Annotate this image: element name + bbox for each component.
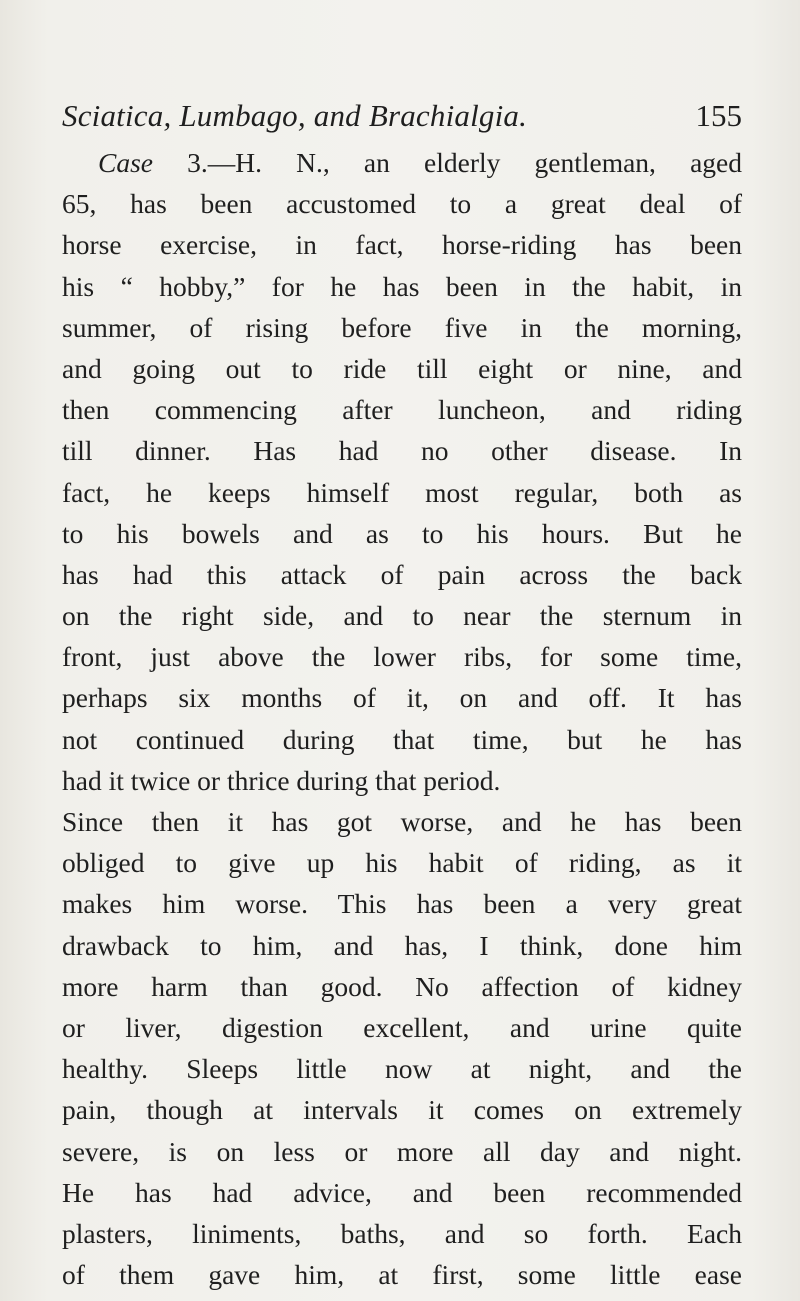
text-line: drawback to him, and has, I think, done him xyxy=(62,929,742,961)
text-line: obliged to give up his habit of riding, as it xyxy=(62,847,742,879)
text-line: severe, is on less or more all day and night. xyxy=(62,1135,742,1167)
text-line: plasters, liniments, baths, and so forth. Each xyxy=(62,1217,742,1249)
text-line: more harm than good. No affection of kidney xyxy=(62,970,742,1002)
page-number: 155 xyxy=(695,98,742,133)
text-line: or liver, digestion excellent, and urine quite xyxy=(62,1011,742,1043)
running-header xyxy=(62,96,742,136)
text-line: has had this attack of pain across the back xyxy=(62,558,742,590)
text-line: Since then it has got worse, and he has been xyxy=(62,806,742,837)
text-line: of them gave him, at first, some little ease xyxy=(62,1259,742,1291)
text-line: front, just above the lower ribs, for some time, xyxy=(62,641,742,673)
text-line: not continued during that time, but he has xyxy=(62,723,742,755)
text-line: 65, has been accustomed to a great deal of xyxy=(62,188,742,220)
text-line: and going out to ride till eight or nine, and xyxy=(62,352,742,384)
text-line: horse exercise, in fact, horse-riding has been xyxy=(62,229,742,261)
text-line: perhaps six months of it, on and off. It has xyxy=(62,682,742,714)
running-title: Sciatica, Lumbago, and Brachialgia. xyxy=(62,98,528,133)
text-line: then commencing after luncheon, and riding xyxy=(62,394,742,426)
text-line: summer, of rising before five in the morning, xyxy=(62,311,742,343)
text-line: to his bowels and as to his hours. But he xyxy=(62,517,742,549)
text-line: his “ hobby,” for he has been in the habit, in xyxy=(62,270,742,302)
text-line-content: 3.—H. N., an elderly gentleman, aged xyxy=(153,147,742,178)
text-line: fact, he keeps himself most regular, both as xyxy=(62,476,742,508)
text-line: till dinner. Has had no other disease. In xyxy=(62,435,742,467)
text-line: healthy. Sleeps little now at night, and the xyxy=(62,1053,742,1085)
body-paragraph xyxy=(62,142,742,1295)
text-line xyxy=(62,142,742,183)
case-label: Case xyxy=(98,147,153,178)
text-line: had it twice or thrice during that period. xyxy=(62,764,501,796)
text-line: makes him worse. This has been a very great xyxy=(62,888,742,920)
text-line: He has had advice, and been recommended xyxy=(62,1176,742,1208)
text-line: pain, though at intervals it comes on extremely xyxy=(62,1094,742,1126)
text-line: on the right side, and to near the sternum in xyxy=(62,600,742,632)
